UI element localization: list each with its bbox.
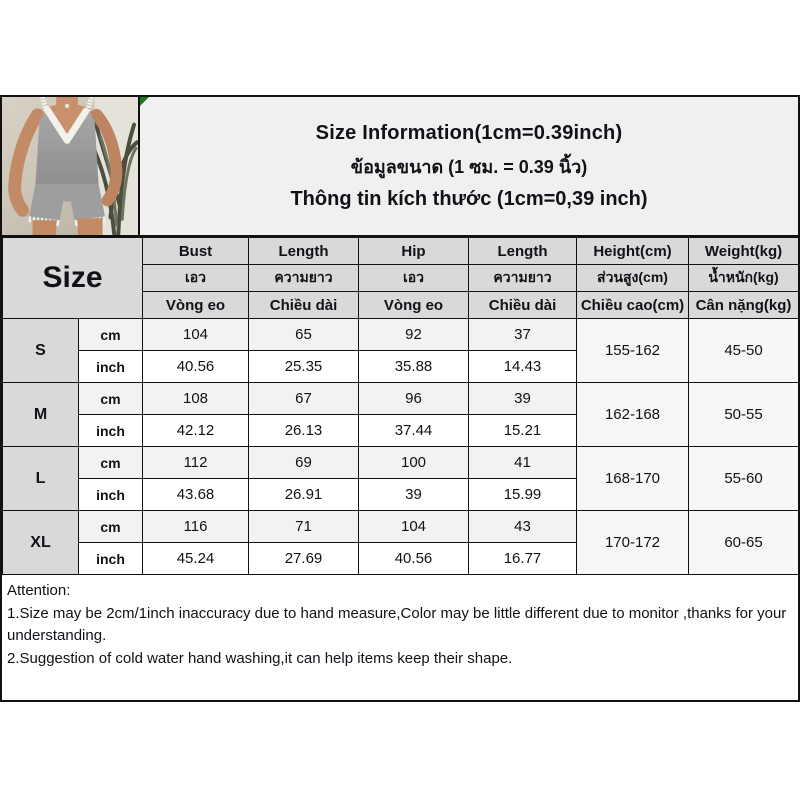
cell-xl-hip-cm: 104 (359, 511, 469, 543)
cell-m-bust-inch: 42.12 (143, 415, 249, 447)
unit-cm: cm (79, 319, 143, 351)
header-length1-th: ความยาว (249, 265, 359, 292)
title-thai: ข้อมูลขนาด (1 ซม. = 0.39 นิ้ว) (350, 156, 588, 177)
cell-s-length1-inch: 25.35 (249, 351, 359, 383)
cell-s-bust-inch: 40.56 (143, 351, 249, 383)
header-height-th: ส่วนสูง(cm) (577, 265, 689, 292)
cell-m-length2-cm: 39 (469, 383, 577, 415)
header-hip-en: Hip (359, 238, 469, 265)
cell-s-weight: 45-50 (689, 319, 799, 383)
header-weight-vi: Cân nặng(kg) (689, 292, 799, 319)
size-label-l: L (3, 447, 79, 511)
header-bust-th: เอว (143, 265, 249, 292)
size-corner-label: Size (3, 238, 143, 319)
cell-l-bust-inch: 43.68 (143, 479, 249, 511)
cell-m-length1-inch: 26.13 (249, 415, 359, 447)
size-table (2, 237, 799, 575)
cell-xl-bust-cm: 116 (143, 511, 249, 543)
unit-cm: cm (79, 511, 143, 543)
header-bust-vi: Vòng eo (143, 292, 249, 319)
row-s-cm (3, 319, 799, 351)
cell-xl-length2-inch: 16.77 (469, 543, 577, 575)
header-row-english (3, 238, 799, 265)
cell-xl-bust-inch: 45.24 (143, 543, 249, 575)
size-chart-sheet (0, 95, 800, 702)
unit-cm: cm (79, 383, 143, 415)
cell-l-height: 168-170 (577, 447, 689, 511)
cell-l-length1-cm: 69 (249, 447, 359, 479)
cell-xl-height: 170-172 (577, 511, 689, 575)
cell-s-length2-cm: 37 (469, 319, 577, 351)
cell-m-hip-inch: 37.44 (359, 415, 469, 447)
cell-m-length1-cm: 67 (249, 383, 359, 415)
cell-m-length2-inch: 15.21 (469, 415, 577, 447)
cell-m-bust-cm: 108 (143, 383, 249, 415)
cell-l-bust-cm: 112 (143, 447, 249, 479)
cell-xl-length1-inch: 27.69 (249, 543, 359, 575)
cell-comment-marker-icon (140, 97, 149, 106)
cell-xl-hip-inch: 40.56 (359, 543, 469, 575)
header-hip-th: เอว (359, 265, 469, 292)
size-label-m: M (3, 383, 79, 447)
unit-inch: inch (79, 543, 143, 575)
header-length1-vi: Chiều dài (249, 292, 359, 319)
cell-l-length1-inch: 26.91 (249, 479, 359, 511)
cell-l-weight: 55-60 (689, 447, 799, 511)
header-height-en: Height(cm) (577, 238, 689, 265)
header-bust-en: Bust (143, 238, 249, 265)
header-length1-en: Length (249, 238, 359, 265)
row-l-cm (3, 447, 799, 479)
header-length2-vi: Chiều dài (469, 292, 577, 319)
header-hip-vi: Vòng eo (359, 292, 469, 319)
title-english: Size Information(1cm=0.39inch) (315, 121, 623, 144)
cell-l-length2-inch: 15.99 (469, 479, 577, 511)
row-m-cm (3, 383, 799, 415)
cell-m-hip-cm: 96 (359, 383, 469, 415)
cell-s-height: 155-162 (577, 319, 689, 383)
unit-inch: inch (79, 351, 143, 383)
unit-inch: inch (79, 415, 143, 447)
cell-s-hip-cm: 92 (359, 319, 469, 351)
size-label-s: S (3, 319, 79, 383)
cell-s-length1-cm: 65 (249, 319, 359, 351)
title-vietnamese: Thông tin kích thước (1cm=0,39 inch) (290, 187, 648, 210)
cell-s-length2-inch: 14.43 (469, 351, 577, 383)
title-block (140, 97, 798, 235)
cell-l-hip-inch: 39 (359, 479, 469, 511)
header-weight-en: Weight(kg) (689, 238, 799, 265)
header-weight-th: น้ำหนัก(kg) (689, 265, 799, 292)
cell-m-weight: 50-55 (689, 383, 799, 447)
attention-note-2: 2.Suggestion of cold water hand washing,it can help items keep their shape. (7, 649, 513, 667)
cell-xl-length2-cm: 43 (469, 511, 577, 543)
attention-heading: Attention: (7, 582, 71, 599)
unit-cm: cm (79, 447, 143, 479)
cell-s-bust-cm: 104 (143, 319, 249, 351)
cell-xl-weight: 60-65 (689, 511, 799, 575)
attention-notes (2, 575, 798, 670)
product-photo-illustration (2, 97, 138, 235)
size-label-xl: XL (3, 511, 79, 575)
cell-m-height: 162-168 (577, 383, 689, 447)
unit-inch: inch (79, 479, 143, 511)
header-length2-en: Length (469, 238, 577, 265)
row-xl-cm (3, 511, 799, 543)
cell-xl-length1-cm: 71 (249, 511, 359, 543)
cell-s-hip-inch: 35.88 (359, 351, 469, 383)
header-height-vi: Chiều cao(cm) (577, 292, 689, 319)
header-row (2, 97, 798, 237)
header-length2-th: ความยาว (469, 265, 577, 292)
product-photo (2, 97, 140, 235)
cell-l-hip-cm: 100 (359, 447, 469, 479)
cell-l-length2-cm: 41 (469, 447, 577, 479)
attention-note-1: 1.Size may be 2cm/1inch inaccuracy due to hand measure,Color may be little different due to monitor ,thanks for your understanding. (7, 604, 787, 644)
